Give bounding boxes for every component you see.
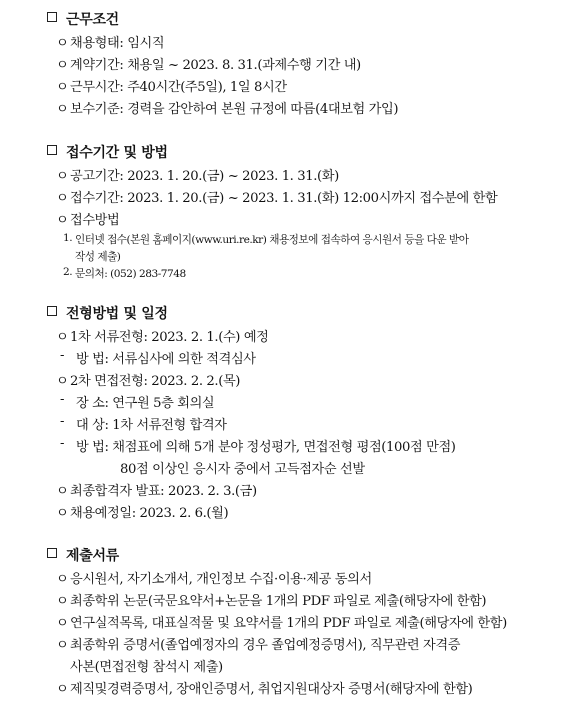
item-text: 인터넷 접수(본원 홈페이지(www.uri.re.kr) 채용정보에 접속하여 응시원서 등을 다운 받아 — [75, 234, 469, 246]
item-text: 근무시간: 주40시간(주5일), 1일 8시간 — [70, 80, 287, 95]
item-text: 사본(면접전형 참석시 제출) — [70, 660, 223, 675]
list-item — [0, 588, 574, 610]
list-item — [0, 610, 574, 632]
list-item-continuation — [0, 654, 574, 676]
section-heading — [0, 544, 574, 564]
section-selection-schedule — [0, 302, 574, 522]
list-item — [0, 96, 574, 118]
dash-mark: - — [60, 348, 65, 363]
item-text: 접수방법 — [70, 213, 120, 228]
checkbox-square-icon — [47, 306, 57, 316]
item-text: 응시원서, 자기소개서, 개인정보 수집·이용·제공 동의서 — [70, 572, 372, 587]
section-title: 전형방법 및 일정 — [66, 306, 168, 322]
item-text: 80점 이상인 응시자 중에서 고득점자순 선발 — [120, 462, 365, 477]
bullet-mark: ㅇ — [56, 213, 69, 228]
item-text: 방 법: 채점표에 의해 5개 분야 정성평가, 면접전형 평점(100점 만점) — [76, 440, 456, 455]
bullet-mark: ㅇ — [56, 506, 69, 521]
bullet-mark: ㅇ — [56, 374, 69, 389]
list-item — [0, 324, 574, 346]
bullet-mark: ㅇ — [56, 572, 69, 587]
list-item — [0, 478, 574, 500]
bullet-mark: ㅇ — [56, 58, 69, 73]
bullet-mark: ㅇ — [56, 594, 69, 609]
section-working-conditions — [0, 8, 574, 118]
bullet-mark: ㅇ — [56, 330, 69, 345]
number-mark: 1. — [63, 232, 73, 244]
list-item-continuation — [0, 248, 574, 265]
list-item — [0, 566, 574, 588]
bullet-mark: ㅇ — [56, 484, 69, 499]
bullet-mark: ㅇ — [56, 102, 69, 117]
section-title: 접수기간 및 방법 — [66, 145, 168, 161]
item-text: 연구실적목록, 대표실적물 및 요약서를 1개의 PDF 파일로 제출(해당자에 한함) — [70, 616, 507, 631]
item-text: 보수기준: 경력을 감안하여 본원 규정에 따름(4대보험 가입) — [70, 102, 399, 117]
item-text: 공고기간: 2023. 1. 20.(금) ~ 2023. 1. 31.(화) — [70, 169, 339, 184]
section-application-period — [0, 141, 574, 282]
list-item — [0, 185, 574, 207]
list-item — [0, 346, 574, 368]
bullet-mark: ㅇ — [56, 191, 69, 206]
list-item — [0, 231, 574, 248]
bullet-mark: ㅇ — [56, 169, 69, 184]
item-text: 최종학위 논문(국문요약서+논문을 1개의 PDF 파일로 제출(해당자에 한함) — [70, 594, 487, 609]
dash-mark: - — [60, 392, 65, 407]
section-required-documents — [0, 544, 574, 698]
item-text: 접수기간: 2023. 1. 20.(금) ~ 2023. 1. 31.(화) 12:00시까지 접수분에 한함 — [70, 191, 498, 206]
item-text: 문의처: (052) 283-7748 — [75, 268, 186, 280]
section-heading — [0, 8, 574, 28]
list-item — [0, 676, 574, 698]
section-heading — [0, 141, 574, 161]
checkbox-square-icon — [47, 548, 57, 558]
list-item — [0, 30, 574, 52]
section-title: 근무조건 — [66, 12, 119, 28]
list-item — [0, 265, 574, 282]
item-text: 최종학위 증명서(졸업예정자의 경우 졸업예정증명서), 직무관련 자격증 — [70, 638, 461, 653]
checkbox-square-icon — [47, 12, 57, 22]
bullet-mark: ㅇ — [56, 638, 69, 653]
list-item — [0, 632, 574, 654]
list-item — [0, 207, 574, 229]
item-text: 장 소: 연구원 5층 회의실 — [76, 396, 215, 411]
bullet-mark: ㅇ — [56, 616, 69, 631]
list-item — [0, 500, 574, 522]
list-item — [0, 74, 574, 96]
list-item — [0, 390, 574, 412]
dash-mark: - — [60, 414, 65, 429]
list-item — [0, 163, 574, 185]
list-item-continuation — [0, 456, 574, 478]
item-text: 2차 면접전형: 2023. 2. 2.(목) — [70, 374, 241, 389]
section-heading — [0, 302, 574, 322]
bullet-mark: ㅇ — [56, 682, 69, 697]
list-item — [0, 52, 574, 74]
item-text: 방 법: 서류심사에 의한 적격심사 — [76, 352, 256, 367]
list-item — [0, 434, 574, 456]
item-text: 최종합격자 발표: 2023. 2. 3.(금) — [70, 484, 257, 499]
item-text: 1차 서류전형: 2023. 2. 1.(수) 예정 — [70, 330, 269, 345]
list-item — [0, 412, 574, 434]
list-item — [0, 368, 574, 390]
number-mark: 2. — [63, 266, 73, 278]
bullet-mark: ㅇ — [56, 36, 69, 51]
checkbox-square-icon — [47, 145, 57, 155]
item-text: 채용예정일: 2023. 2. 6.(월) — [70, 506, 229, 521]
item-text: 채용형태: 임시직 — [70, 36, 165, 51]
dash-mark: - — [60, 436, 65, 451]
item-text: 대 상: 1차 서류전형 합격자 — [76, 418, 227, 433]
section-title: 제출서류 — [66, 548, 119, 564]
item-text: 작성 제출) — [75, 251, 121, 263]
bullet-mark: ㅇ — [56, 80, 69, 95]
item-text: 제직및경력증명서, 장애인증명서, 취업지원대상자 증명서(해당자에 한함) — [70, 682, 473, 697]
item-text: 계약기간: 채용일 ~ 2023. 8. 31.(과제수행 기간 내) — [70, 58, 361, 73]
